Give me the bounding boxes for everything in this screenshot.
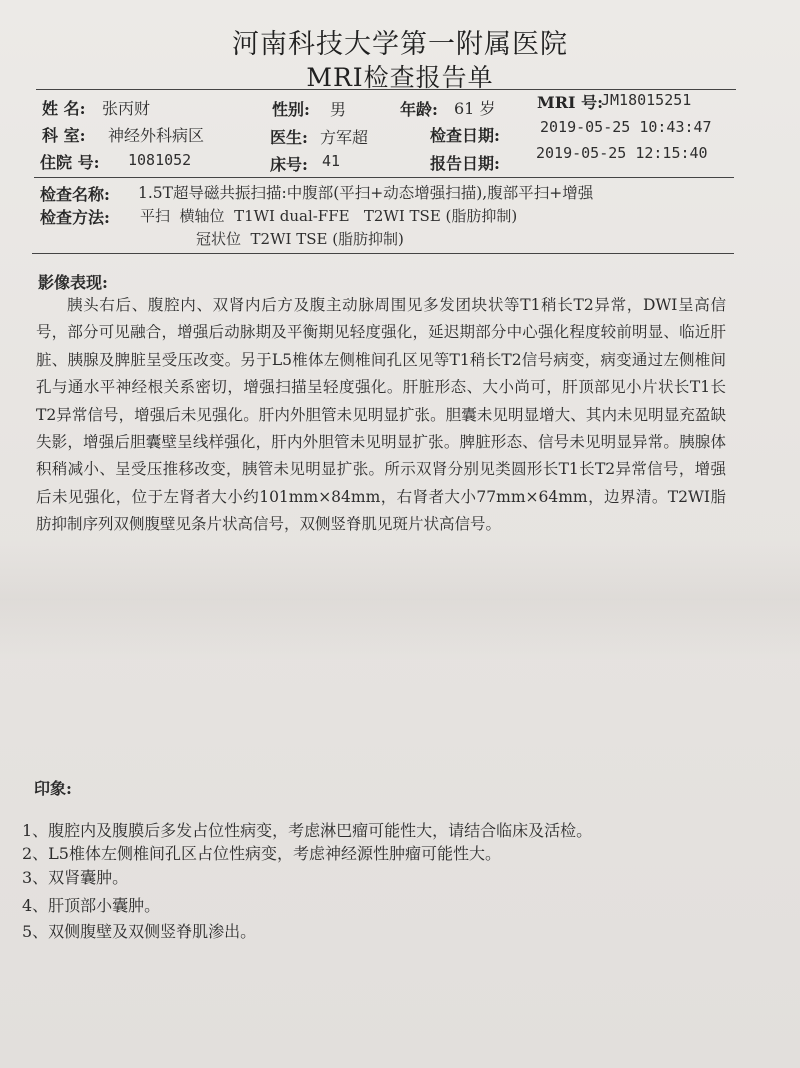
sex-label: 性别:	[272, 100, 310, 119]
exam-date: 2019-05-25 10:43:47	[540, 118, 712, 136]
patient-age: 61 岁	[454, 99, 496, 118]
mri-number-label: MRI 号:	[537, 93, 603, 112]
impression-item: 4、肝顶部小囊肿。	[22, 896, 161, 915]
bed-number: 41	[322, 152, 341, 170]
impression-item: 5、双侧腹壁及双侧竖脊肌渗出。	[22, 922, 257, 941]
impression-item: 3、双肾囊肿。	[22, 868, 129, 887]
dept-label: 科 室:	[42, 126, 86, 145]
impression-item: 1、腹腔内及腹膜后多发占位性病变，考虑淋巴瘤可能性大，请结合临床及活检。	[22, 821, 593, 840]
findings-title: 影像表现:	[38, 273, 108, 292]
bed-label: 床号:	[270, 155, 308, 174]
report-date-label: 报告日期:	[430, 154, 500, 173]
name-label: 姓 名:	[42, 99, 86, 118]
header-top-rule	[36, 89, 736, 90]
department: 神经外科病区	[108, 126, 205, 145]
exam-method-line2: 冠状位 T2WI TSE (脂肪抑制)	[196, 230, 404, 248]
exam-method-line1: 平扫 横轴位 T1WI dual-FFE T2WI TSE (脂肪抑制)	[140, 207, 518, 225]
exam-method-label: 检查方法:	[40, 208, 110, 227]
inpatient-number-label: 住院 号:	[40, 153, 100, 172]
header-bottom-rule	[34, 177, 734, 178]
exam-name: 1.5T超导磁共振扫描:中腹部(平扫+动态增强扫描),腹部平扫+增强	[138, 184, 594, 202]
patient-sex: 男	[330, 100, 347, 119]
inpatient-number: 1081052	[128, 151, 192, 169]
report-date: 2019-05-25 12:15:40	[536, 144, 708, 162]
impression-item: 2、L5椎体左侧椎间孔区占位性病变，考虑神经源性肿瘤可能性大。	[22, 844, 501, 863]
impression-title: 印象:	[34, 779, 72, 798]
paper-fold-shadow	[0, 540, 800, 660]
mri-number: JM18015251	[601, 91, 692, 109]
report-title: MRI检查报告单	[306, 63, 494, 92]
age-label: 年龄:	[400, 100, 438, 119]
doctor: 方军超	[320, 128, 369, 147]
exam-bottom-rule	[32, 253, 734, 254]
doctor-label: 医生:	[270, 128, 308, 147]
findings-text: 胰头右后、腹腔内、双肾内后方及腹主动脉周围见多发团块状等T1稍长T2异常，DWI呈高信号，部分可见融合，增强后动脉期及平衡期见轻度强化，延迟期部分中心强化程度较前明显、临近肝脏、胰腺及脾脏呈受压改变。另于L5椎体左侧椎间孔区见等T1稍长T2信号病变，病变通过左侧椎间孔与通水平神经根关系密切，增强扫描呈轻度强化。肝脏形态、大小尚可，肝顶部见小片状长T1长T2异常信号，增强后未见强化。肝内外胆管未见明显扩张。胆囊未见明显增大、其内未见明显充盈缺失影，增强后胆囊壁呈线样强化，肝内外胆管未见明显扩张。脾脏形态、信号未见明显异常。胰腺体积稍减小、呈受压推移改变，胰管未见明显扩张。所示双肾分别见类圆形长T1长T2异常信号，增强后未见强化，位于左肾者大小约101mm×84mm，右肾者大小77mm×64mm，边界清。T2WI脂肪抑制序列双侧腹壁见条片状高信号，双侧竖脊肌见斑片状高信号。	[36, 296, 727, 534]
hospital-name: 河南科技大学第一附属医院	[232, 29, 568, 60]
exam-name-label: 检查名称:	[40, 185, 110, 204]
patient-name: 张丙财	[102, 99, 151, 118]
exam-date-label: 检查日期:	[430, 126, 500, 145]
